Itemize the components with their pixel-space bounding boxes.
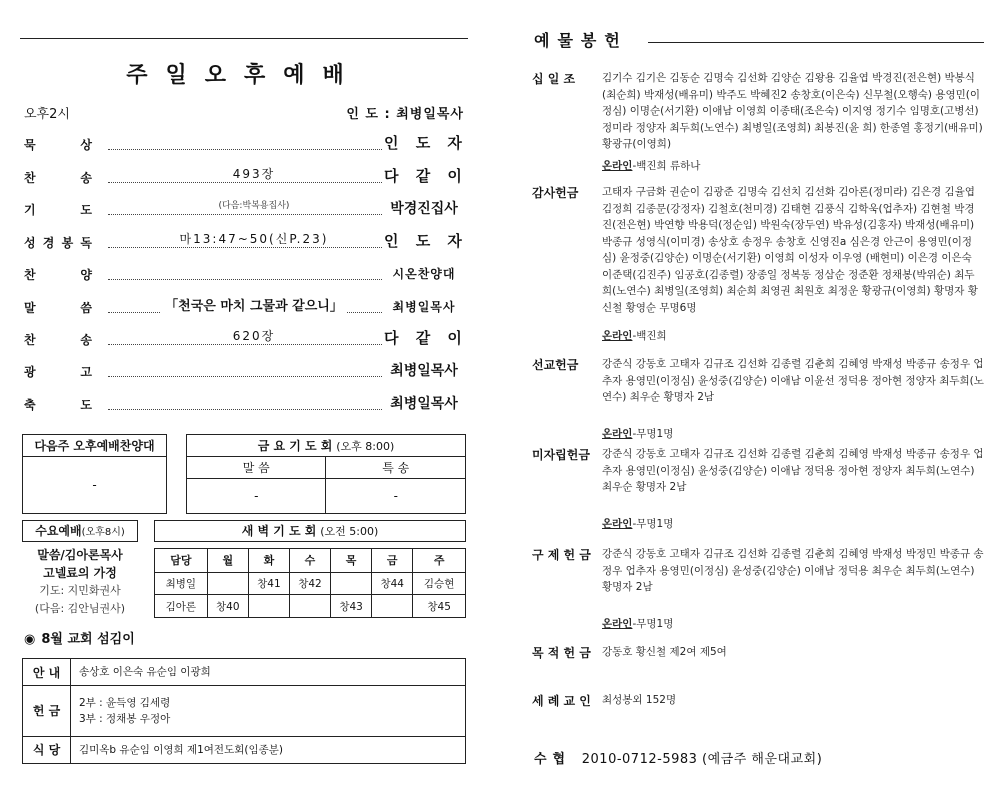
order-label bbox=[24, 136, 92, 153]
order-label-char: 송 bbox=[80, 171, 92, 185]
dawn-passage-cell: 창43 bbox=[331, 595, 372, 618]
top-divider bbox=[20, 38, 468, 39]
online-names: -백진희 bbox=[632, 330, 667, 342]
dawn-passage-cell bbox=[289, 595, 330, 618]
online-label: 온라인 bbox=[602, 330, 633, 342]
order-label-char: 말 bbox=[24, 301, 36, 315]
order-detail-wrap bbox=[134, 197, 374, 211]
dawn-passage-cell: 창45 bbox=[413, 595, 466, 618]
next-choir-header: 다음주 오후예배찬양대 bbox=[23, 435, 167, 457]
order-label-char: 찬 bbox=[24, 171, 36, 185]
dawn-column-header: 금 bbox=[372, 549, 413, 573]
order-label-char: 씀 bbox=[80, 301, 92, 315]
order-detail: 493장 bbox=[229, 167, 280, 181]
order-detail: 마13:47~50(신P.23) bbox=[176, 232, 333, 246]
offering-names: 강동호 황신철 제2여 제5여 bbox=[602, 646, 727, 658]
offerings-divider bbox=[648, 42, 984, 43]
order-label bbox=[24, 363, 92, 380]
account-holder: (예금주 해운대교회) bbox=[702, 752, 823, 767]
order-label bbox=[24, 266, 92, 283]
order-detail: 「천국은 마치 그물과 같으니」 bbox=[161, 299, 347, 314]
order-person: 박경진집사 bbox=[390, 201, 458, 217]
care-row-names bbox=[71, 686, 466, 736]
order-label-char: 도 bbox=[80, 203, 92, 217]
dawn-passage-cell bbox=[372, 595, 413, 618]
order-person: 시온찬양대 bbox=[392, 267, 456, 281]
order-person: 다 같 이 bbox=[384, 329, 468, 347]
care-row-names bbox=[71, 659, 466, 686]
order-row bbox=[24, 197, 464, 223]
order-label-char: 찬 bbox=[24, 333, 36, 347]
order-label-char: 독 bbox=[80, 236, 92, 250]
friday-col-sermon: 말 씀 bbox=[187, 457, 326, 479]
friday-col-special-song: 특 송 bbox=[326, 457, 466, 479]
order-row bbox=[24, 359, 464, 385]
care-name-line: 3부 : 정채봉 우정아 bbox=[79, 712, 171, 725]
care-row bbox=[23, 659, 466, 686]
dawn-column-header: 화 bbox=[248, 549, 289, 573]
order-label-char: 봉 bbox=[61, 236, 74, 250]
dotted-leader bbox=[108, 266, 382, 280]
order-row bbox=[24, 230, 468, 256]
dawn-column-header: 월 bbox=[207, 549, 248, 573]
order-label bbox=[24, 299, 92, 316]
offerings-title: 예물봉헌 bbox=[534, 31, 628, 50]
wednesday-details bbox=[22, 546, 138, 618]
order-label-char: 기 bbox=[24, 203, 36, 217]
order-label-char: 도 bbox=[80, 398, 92, 412]
offering-names: 김기수 김기은 김동순 김명숙 김선화 김양순 김왕용 김율엽 박경진(전은현) 박봉식(최순희) 박재성(배유미) 박주도 박혜진2 송창호(이은숙) 신무철(오행숙) 용영민(이정심) 이명순(서기환) 이애남 이영희 이종태(조은숙) 이지영 정기수 임명호(고병선) 정미라 정양자 최두희(노연수) 최병일(조영희) 최봉진(윤 희) 한종열 홍정기(배유미) 황광규(이영희) bbox=[602, 72, 983, 150]
friday-prayer-box bbox=[186, 434, 466, 514]
dawn-row bbox=[155, 572, 466, 595]
next-choir-box bbox=[22, 434, 167, 514]
online-offering bbox=[602, 328, 667, 343]
dotted-leader bbox=[108, 363, 382, 377]
dawn-leader-cell: 최병일 bbox=[155, 572, 208, 595]
care-table bbox=[22, 658, 466, 764]
dawn-passage-cell: 창44 bbox=[372, 572, 413, 595]
order-row bbox=[24, 295, 464, 321]
order-label-char: 고 bbox=[80, 365, 92, 379]
offering-names: 강준식 강동호 고태자 김규조 김선화 김종렬 김춘희 김혜영 박재성 박종규 송정우 업추자 용영민(이정심) 윤성중(김양순) 이애남 정덕용 정아현 정양자 최두희(노연수) 최우순 황명자 2남 bbox=[602, 448, 984, 493]
dawn-schedule-table bbox=[154, 548, 466, 618]
offering-category: 선교헌금 bbox=[532, 358, 579, 372]
online-label: 온라인 bbox=[602, 428, 633, 440]
care-row bbox=[23, 686, 466, 736]
next-choir-value: - bbox=[23, 457, 167, 514]
dawn-leader-cell: 김아론 bbox=[155, 595, 208, 618]
friday-sermon-value: - bbox=[187, 479, 326, 514]
care-row-names bbox=[71, 736, 466, 763]
order-label bbox=[24, 169, 92, 186]
order-row bbox=[24, 132, 468, 158]
order-row bbox=[24, 165, 468, 191]
order-person: 인 도 자 bbox=[384, 232, 468, 250]
order-detail: (다음:박복용집사) bbox=[215, 201, 294, 211]
friday-header: 금 요 기 도 회 bbox=[257, 439, 333, 453]
order-detail-wrap bbox=[134, 327, 374, 344]
offering-category: 감사헌금 bbox=[532, 186, 579, 200]
right-page bbox=[532, 0, 984, 796]
order-label-char: 광 bbox=[24, 365, 36, 379]
wednesday-prayer: 기도: 지민화권사 bbox=[39, 584, 121, 597]
offering-category: 미자립헌금 bbox=[532, 448, 590, 462]
offering-names: 강준식 강동호 고태자 김규조 김선화 김종렬 김춘희 김혜영 박재성 박종규 송정우 업추자 용영민(이정심) 윤성중(김양순) 이애남 이윤선 정덕용 정아현 정양자 최두희(노연수) 최우순 황명자 2남 bbox=[602, 358, 984, 403]
order-label-char: 양 bbox=[80, 268, 92, 282]
order-person: 최병일목사 bbox=[392, 300, 456, 314]
dawn-passage-cell: 창40 bbox=[207, 595, 248, 618]
online-names: -무명1명 bbox=[632, 618, 674, 630]
order-label-char: 축 bbox=[24, 398, 36, 412]
online-label: 온라인 bbox=[602, 618, 633, 630]
order-label-char: 묵 bbox=[24, 138, 36, 152]
wednesday-header-box bbox=[22, 520, 138, 542]
order-label-char: 상 bbox=[80, 138, 92, 152]
friday-time: (오후 8:00) bbox=[336, 440, 395, 453]
online-offering bbox=[602, 426, 673, 441]
dawn-passage-cell bbox=[331, 572, 372, 595]
order-detail-wrap bbox=[134, 230, 374, 247]
offering-names: 강준식 강동호 고태자 김규조 김선화 김종렬 김춘희 김혜영 박재성 박정민 박종규 송정우 업추자 용영민(이정심) 윤성중(김양순) 이애남 정덕용 최우순 최두희(노연수) 황명자 2남 bbox=[602, 548, 984, 593]
wednesday-time: (오후8시) bbox=[81, 527, 125, 538]
offering-names: 고태자 구금화 권순이 김광준 김명숙 김선치 김선화 김아론(정미라) 김은경 김율엽 김정희 김종문(강정자) 김철호(천미경) 김태현 김풍식 김학욱(업추자) 김현철 박경진(전은현) 박연향 박용덕(정순임) 박원숙(장두연) 박유성(김홍자) 박재성(배유미) 박종규 성영식(이미경) 송상호 송정우 송창호 신영진a 심은경 안근이 용영민(이정심) 윤정중(김양순) 이명순(서기환) 이영희 이성자 이우영 (배현미) 이은경 이은숙 이준택(김진주) 임공호(김종렬) 장종일 정복동 정삼순 정준환 정채봉(박위순) 최두희(노연수) 최병일(조영희) 최순희 최영권 최원호 최정운 황광규(이영희) 황명자 황신철 황영순 무명6명 bbox=[602, 186, 978, 314]
online-label: 온라인 bbox=[602, 518, 633, 530]
online-offering bbox=[602, 616, 673, 631]
order-label bbox=[24, 331, 92, 348]
online-offering bbox=[602, 516, 673, 531]
care-row bbox=[23, 736, 466, 763]
dawn-row bbox=[155, 595, 466, 618]
order-row bbox=[24, 392, 464, 418]
order-detail-wrap bbox=[134, 165, 374, 182]
order-detail-wrap bbox=[134, 295, 374, 314]
dawn-passage-cell: 창42 bbox=[289, 572, 330, 595]
care-row-label: 헌 금 bbox=[23, 686, 71, 736]
order-label-char: 성 bbox=[24, 236, 36, 250]
care-title: 8월 교회 섬김이 bbox=[41, 632, 135, 647]
care-bullet: ◉ bbox=[24, 632, 36, 647]
care-name-line: 송상호 이은숙 유순임 이광희 bbox=[79, 666, 211, 679]
dawn-passage-cell: 김승현 bbox=[413, 572, 466, 595]
dawn-header-box bbox=[154, 520, 466, 542]
friday-header-cell bbox=[187, 435, 466, 457]
care-name-line: 2부 : 윤득영 김세령 bbox=[79, 696, 171, 709]
order-person: 최병일목사 bbox=[390, 363, 458, 379]
left-page bbox=[20, 0, 468, 796]
order-person: 인 도 자 bbox=[384, 134, 468, 152]
care-row-label: 식 당 bbox=[23, 736, 71, 763]
friday-song-value: - bbox=[326, 479, 466, 514]
online-label: 온라인 bbox=[602, 160, 633, 172]
dawn-header: 새 벽 기 도 회 bbox=[241, 524, 317, 538]
online-names: -백진희 류하나 bbox=[632, 160, 701, 172]
dawn-column-header: 수 bbox=[289, 549, 330, 573]
bank-name: 수협 bbox=[534, 752, 572, 767]
dawn-header-row bbox=[155, 549, 466, 573]
dawn-passage-cell bbox=[207, 572, 248, 595]
dotted-leader bbox=[108, 396, 382, 410]
account-number: 2010-0712-5983 bbox=[581, 752, 698, 767]
dawn-column-header: 목 bbox=[331, 549, 372, 573]
online-offering bbox=[602, 158, 700, 173]
order-row bbox=[24, 327, 468, 353]
online-names: -무명1명 bbox=[632, 518, 674, 530]
care-row-label: 안 내 bbox=[23, 659, 71, 686]
order-label-char: 경 bbox=[42, 236, 55, 250]
order-person: 최병일목사 bbox=[390, 396, 458, 412]
bank-account bbox=[534, 748, 822, 767]
offering-names: 최성봉외 152명 bbox=[602, 694, 677, 706]
wednesday-sermon: 고넬료의 가정 bbox=[43, 566, 117, 580]
dawn-column-header: 담당 bbox=[155, 549, 208, 573]
offering-category: 십 일 조 bbox=[532, 72, 576, 86]
dotted-leader bbox=[108, 136, 382, 150]
offering-category: 목 적 헌 금 bbox=[532, 646, 591, 660]
order-detail: 620장 bbox=[229, 329, 280, 343]
order-row bbox=[24, 262, 464, 288]
offering-category: 세 례 교 인 bbox=[532, 694, 591, 708]
order-label-char: 찬 bbox=[24, 268, 36, 282]
order-label bbox=[24, 396, 92, 413]
service-title: 주일오후예배 bbox=[126, 63, 362, 88]
dawn-time: (오전 5:00) bbox=[320, 525, 379, 538]
offering-category: 구 제 헌 금 bbox=[532, 548, 591, 562]
service-time: 오후2시 bbox=[24, 107, 70, 122]
order-label bbox=[24, 234, 92, 251]
order-label-char: 송 bbox=[80, 333, 92, 347]
order-person: 다 같 이 bbox=[384, 167, 468, 185]
wednesday-next: (다음: 김안님권사) bbox=[34, 602, 126, 615]
order-label bbox=[24, 201, 92, 218]
dawn-column-header: 주 bbox=[413, 549, 466, 573]
wednesday-preacher: 말씀/김아론목사 bbox=[37, 548, 123, 562]
online-names: -무명1명 bbox=[632, 428, 674, 440]
service-leader: 인 도 : 최병일목사 bbox=[346, 107, 464, 122]
care-name-line: 김미옥b 유순임 이영희 제1여전도회(임종분) bbox=[79, 743, 283, 756]
wednesday-header: 수요예배 bbox=[35, 524, 82, 538]
dawn-passage-cell: 창41 bbox=[248, 572, 289, 595]
care-section-title bbox=[24, 628, 135, 647]
dawn-passage-cell bbox=[248, 595, 289, 618]
